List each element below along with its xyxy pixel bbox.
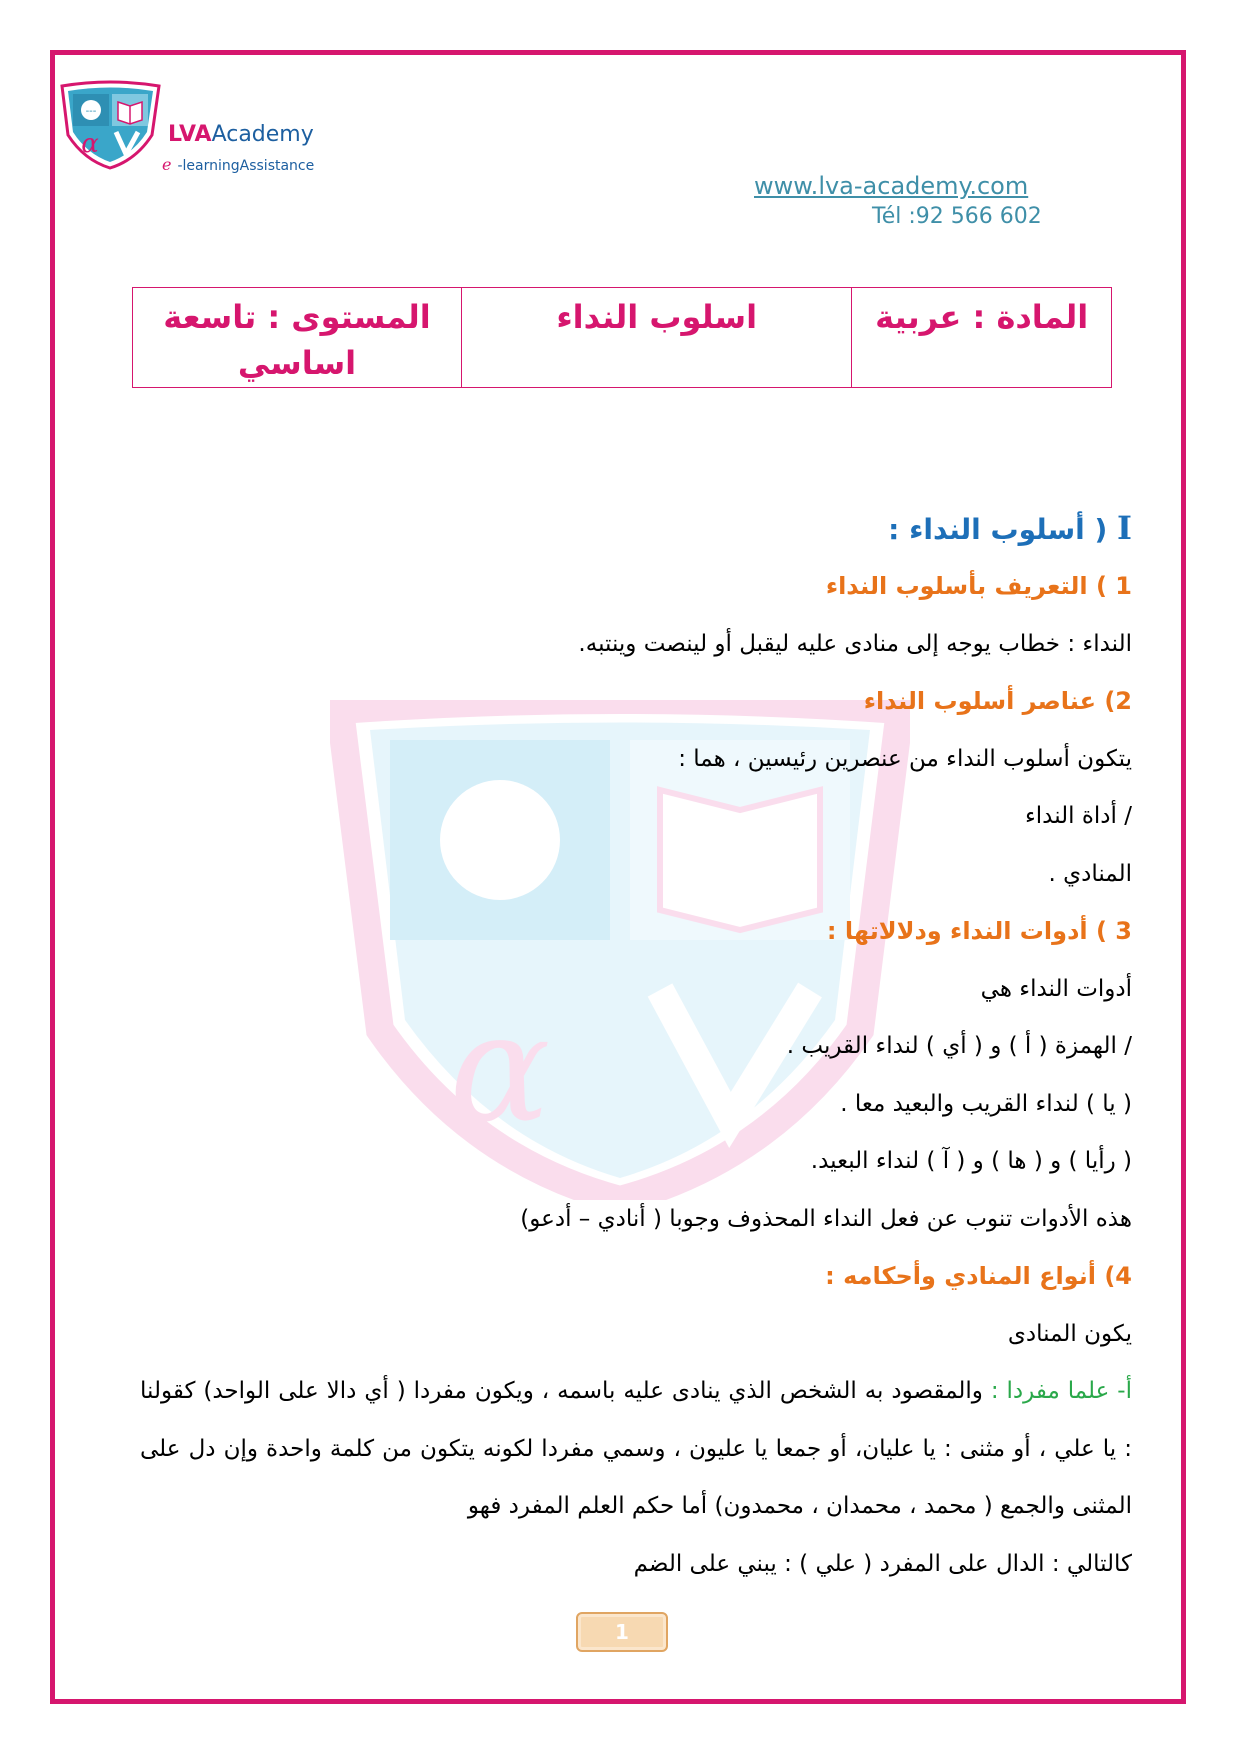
type-label: أ- علما مفردا :: [990, 1378, 1132, 1404]
svg-text:---: ---: [85, 106, 97, 117]
type-description: والمقصود به الشخص الذي ينادى عليه باسمه ، ويكون مفردا ( أي دالا على الواحد) كقولنا : يا علي ، أو مثنى : يا عليان، أو جمعا يا عليون ، وسمي مفردا لكونه يتكون من كلمة واحدة وإن دل على المثنى والجمع ( محمد ، محمدان ، محمدون) أما حكم العلم المفرد فهو: [140, 1378, 1132, 1519]
tools-note: هذه الأدوات تنوب عن فعل النداء المحذوف وجوبا ( أنادي – أدعو): [520, 1205, 1132, 1232]
lesson-title-cell: اسلوب النداء: [462, 288, 852, 388]
brand-suffix: Academy: [211, 122, 314, 147]
definition-text: النداء : خطاب يوجه إلى منادى عليه ليقبل أو لينصت وينتبه.: [578, 630, 1132, 657]
svg-text:α: α: [449, 982, 551, 1156]
heading-tools: 3 ) أدوات النداء ودلالاتها :: [826, 917, 1132, 945]
phone-number: Tél :92 566 602: [872, 204, 1042, 229]
heading-definition: 1 ) التعريف بأسلوب النداء: [825, 572, 1132, 600]
element-tool: / أداة النداء: [1024, 803, 1132, 829]
lesson-content: [140, 498, 1132, 1593]
heading-elements: 2) عناصر أسلوب النداء: [863, 687, 1132, 715]
tools-intro: أدوات النداء هي: [980, 975, 1132, 1002]
type-alam-mufrad: [140, 1363, 1132, 1536]
element-munada: المنادي .: [1048, 860, 1132, 887]
section-title: ( أسلوب النداء :: [888, 513, 1108, 546]
lva-academy-logo: [58, 80, 163, 170]
type-rule: كالتالي : الدال على المفرد ( علي ) : يبني على الضم: [633, 1550, 1132, 1577]
page-number: 1: [576, 1612, 668, 1652]
info-table: [132, 287, 1112, 388]
tagline: [162, 155, 314, 174]
svg-text:α: α: [81, 129, 99, 159]
tagline-e: e: [162, 155, 172, 174]
elements-intro: يتكون أسلوب النداء من عنصرين رئيسين ، هما :: [678, 745, 1132, 772]
website-link[interactable]: www.lva-academy.com: [754, 172, 1029, 200]
tool-far: ( رأيا ) و ( ها ) و ( آ ) لنداء البعيد.: [810, 1148, 1132, 1174]
brand-prefix: LVA: [168, 122, 212, 147]
level-cell: المستوى : تاسعة اساسي: [133, 288, 462, 388]
subject-cell: المادة : عربية: [852, 288, 1112, 388]
heading-types: 4) أنواع المنادي وأحكامه :: [825, 1262, 1132, 1290]
tagline-text: -learningAssistance: [177, 158, 315, 174]
section-number: I: [1117, 509, 1132, 547]
tool-ya: ( يا ) لنداء القريب والبعيد معا .: [840, 1090, 1132, 1117]
types-intro: يكون المنادى: [1007, 1320, 1132, 1347]
brand-name: [168, 122, 314, 147]
tool-hamza: / الهمزة ( أ ) و ( أي ) لنداء القريب .: [786, 1033, 1132, 1059]
section-heading: [140, 498, 1132, 558]
